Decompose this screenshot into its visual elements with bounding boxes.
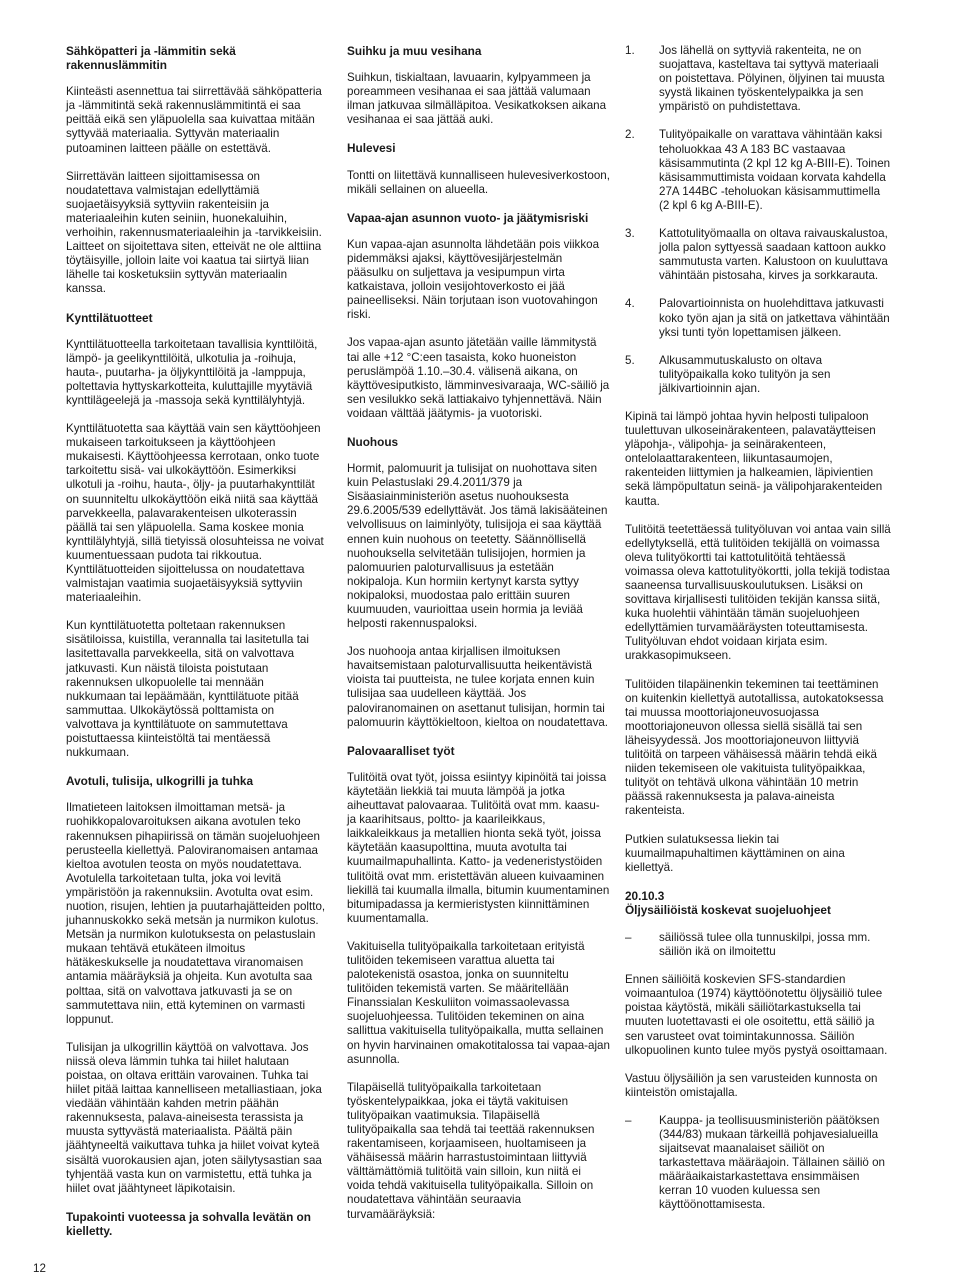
paragraph: Kiinteästi asennettua tai siirrettävää sähköpatteria ja -lämmitintä sekä rakennuslämmitintä ei saa peittää eikä sen yläpuolella saa kuivattaa mitään syttyvää materiaalia. Syttyvän materiaalin putoaminen laitteen päälle on estettävä. [66, 85, 322, 155]
paragraph: Tulisijan ja ulkogrillin käyttöä on valvottava. Jos niissä oleva lämmin tuhka tai hiilet halutaan poistaa, on oltava erittäin varovainen. Tuhka tai hiilet pitää laittaa kannelliseen metalliastiaan, joka viedään vähintään kahden metrin päähän rakennuksesta, palava-aineisesta terassista ja muusta syttyvästä materiaalista. Päältä päin jäähtyneeltä vaikuttava tuhka ja hiilet voivat kyteä sisältä vuorokausien ajan, joten säilytysastian saa tyhjentää vasta kun on varmistettu, että tuhka ja hiilet ovat jäähtyneet läpikotaisin. [66, 1040, 322, 1195]
paragraph: Ilmatieteen laitoksen ilmoittaman metsä- ja ruohikkopalovaroituksen aikana avotulen teko rakennuksen pihapiirissä on tämän suojeluohjeen perusteella kiellettyä. Paloviranomaisen antamaa kieltoa avotulen teosta on myös noudatettava. Avotulella tarkoitetaan tulta, joka voi levitä ympäristöön ja rakennuksiin. Avotulta ovat esim. nuotion, risujen, lehtien ja puutarhajätteiden poltto, juhannuskokko sekä metsän ja nurmikon kulotus. Metsän ja nurmikon kulotuksesta on pelastuslain mukaan tehtävä etukäteen ilmoitus hätäkeskukselle ja noudatettava viranomaisen antamia määräyksiä ja ohjeita. Kun avotulta saa polttaa, sitä on valvottava jatkuvasti ja se on sammutettava niin, että kyteminen on varmasti loppunut. [66, 801, 326, 1026]
dash-marker: – [625, 1113, 632, 1127]
section-heading: Kynttilätuotteet [66, 310, 153, 325]
paragraph: Putkien sulatuksessa liekin tai kuumailmapuhaltimen käyttäminen on aina kiellettyä. [625, 832, 845, 874]
list-item [625, 128, 891, 213]
dash-marker: – [625, 930, 632, 944]
column-right [625, 44, 891, 1227]
paragraph: Tontti on liitettävä kunnalliseen hulevesiverkostoon, mikäli sellainen on alueella. [347, 168, 610, 196]
list-item [625, 354, 891, 396]
list-text: Alkusammutuskalusto on oltava tulityöpaikalla koko tulityön ja sen jälkivartioinnin ajan. [659, 353, 831, 395]
section-heading: Hulevesi [347, 141, 396, 156]
list-text: Kauppa- ja teollisuusministeriön päätöksen (344/83) mukaan tärkeillä pohjavesialueilla sijaitsevat maanalaiset säiliöt on tarkastettava määräajoin. Tällainen säiliö on määräaikaistarkastettava ensimmäisen kerran 10 vuoden kuluessa sen käyttöönottamisesta. [659, 1113, 885, 1212]
list-number: 4. [625, 297, 635, 311]
list-number: 5. [625, 353, 635, 367]
section-heading: Palovaaralliset työt [347, 743, 455, 758]
paragraph: Tilapäisellä tulityöpaikalla tarkoitetaan työskentelypaikkaa, joka ei täytä vakituisen tulityöpaikan vaatimuksia. Tilapäisellä tulityöpaikalla saa tehdä tai teettää rakennuksen rakentamiseen, korjaamiseen, huoltamiseen ja vähäisessä määrin harrastustoimintaan liittyviä välttämättömiä tulitöitä vain silloin, kun niitä ei voida tehdä vakituisella tulityöpaikalla. Silloin on noudatettava vähintään seuraavia turvamääräyksiä: [347, 1080, 595, 1221]
paragraph: Jos nuohooja antaa kirjallisen ilmoituksen havaitsemistaan paloturvallisuutta heikentävistä vioista tai puutteista, ne tulee korjata ennen kuin tulisijaa saa uudelleen käyttää. Jos paloviranomainen on asettanut tulisijan, hormin tai palomuurin käyttökieltoon, kieltoa on noudatettava. [347, 645, 609, 729]
list-item [625, 227, 891, 283]
list-item [625, 297, 891, 339]
paragraph: Siirrettävän laitteen sijoittamisessa on noudatettava valmistajan edellyttämiä suojaetäisyyksiä syttyviin rakenteisiin ja materiaaleihin kuten seiniin, huonekaluihin, verhoihin, rakennusmateriaaleihin ja -tarvikkeisiin. Laitteet on sijoitettava siten, etteivät ne ole alttiina töytäisyille, jolloin laite voi kaatua tai siirtyä liian lähelle tai kosketuksiin syttyvän materiaalin kanssa. [66, 169, 322, 296]
numbered-list [625, 44, 891, 396]
section-heading: Avotuli, tulisija, ulkogrilli ja tuhka [66, 774, 254, 789]
section-heading: Tupakointi vuoteessa ja sohvalla levätän on kielletty. [66, 1209, 311, 1238]
list-text: Kattotulityömaalla on oltava raivauskalustoa, jolla palon syttyessä saadaan kattoon aukko sammutusta varten. Kalustoon on kuuluttava vähintään pistosaha, kirves ja sorkkarauta. [659, 227, 888, 283]
section-number: 20.10.3 [625, 888, 665, 903]
paragraph: Kynttilätuotetta saa käyttää vain sen käyttöohjeen mukaiseen tarkoitukseen ja käyttöohjeen mukaisesti. Käyttöohjeessa kerrotaan, onko tuote tarkoitettu sisä- vai ulkokäyttöön. Esimerkiksi ulkotuli ja -roihu, hauta-, öljy- ja puutarhakynttilät on suunniteltu ulkokäyttöön eikä niitä saa käyttää parvekkeella, palavarakenteisen ulkoterassin päällä tai sen yläpuolella. Sama koskee monia kynttilälyhtyjä, sillä tietyissä olosuhteissa ne voivat kuumentuessaan pudota tai rikkoutua. Kynttilätuotteiden sijoittelussa on noudatettava valmistajan vaatimia suojaetäisyyksiä syttyviin materiaaleihin. [66, 422, 324, 605]
paragraph: Kynttilätuotteella tarkoitetaan tavallisia kynttilöitä, lämpö- ja geelikynttilöitä, ulkotulia ja -roihuja, hauta-, puutarha- ja öljykynttilöitä ja -lamppuja, poltettavia hyttyskarkotteita, kuluttajille myytäviä kynttilägeelejä ja -massoja sekä kynttilälyhtyjä. [66, 337, 318, 407]
paragraph: Suihkun, tiskialtaan, lavuaarin, kylpyammeen ja poreammeen vesihanaa ei saa jättää valumaan ilman jatkuvaa silmälläpitoa. Vesikatkoksen aikana vesihanaa ei saa jättää auki. [347, 71, 607, 127]
list-text: Jos lähellä on syttyviä rakenteita, ne on suojattava, kasteltava tai syttyvä materiaali on poistettava. Pölyinen, öljyinen tai muusta syystä likainen työskentelypaikka ja sen ympäristö on puhdistettava. [659, 44, 885, 114]
paragraph: Tulitöitä teetettäessä tulityöluvan voi antaa vain sillä edellytyksellä, että tulitöiden tekijällä on voimassa oleva tulityökortti tai kattotulitöitä tehtäessä voimassa oleva kattotulityökortti, jolla tekijä todistaa saaneensa turvallisuuskoulutuksen. Lisäksi on sovittava kirjallisesti tulitöiden tekijän kanssa siitä, kuka huolehtii vähintään tämän suojeluohjeen edellyttämien turvamääräysten toteuttamisesta. Tulityöluvan ehdot voidaan kirjata esim. urakkasopimukseen. [625, 522, 891, 663]
page-number: 12 [33, 1262, 46, 1275]
list-item [625, 1114, 891, 1213]
list-number: 3. [625, 227, 635, 241]
list-text: säiliössä tulee olla tunnuskilpi, jossa mm. säiliön ikä on ilmoitettu [659, 930, 871, 959]
paragraph: Kipinä tai lämpö johtaa hyvin helposti tulipaloon tuulettuvan ulkoseinärakenteen, palavatäytteisen yläpohja-, välipohja- ja seinärakenteen, ontelolaattarakenteen, liikuntasaumojen, rakenteiden liittymien ja halkeamien, läpivientien sekä lämpöpultatun seinä- ja välipohjarakenteiden kautta. [625, 409, 883, 508]
column-left [66, 44, 326, 1251]
dash-list [625, 1114, 891, 1213]
list-text: Palovartioinnista on huolehdittava jatkuvasti koko työn ajan ja sitä on jatkettava vähintään yksi tunti työn lopettamisen jälkeen. [659, 297, 890, 339]
section-heading: Vapaa-ajan asunnon vuoto- ja jäätymisriski [347, 210, 589, 225]
paragraph: Kun vapaa-ajan asunnolta lähdetään pois viikkoa pidemmäksi ajaksi, käyttövesijärjestelmän pääsulku on suljettava ja vesipumpun virta katkaistava, jolloin vesijohtoverkosto ei jää paineelliseksi. Näin torjutaan ison vuotovahingon riski. [347, 237, 600, 322]
paragraph: Vakituisella tulityöpaikalla tarkoitetaan erityistä tulitöiden tekemiseen varattua aluetta tai palotekenistä osastoa, jonka on suunniteltu tulitöiden tekemistä varten. Se määritellään Finanssialan Keskuliiton voimassaolevassa suojeluohjeessa. Tulitöiden tekeminen on aina sallittua vakituisella tulityöpaikalla, mutta sellainen on hyvin harvinainen omakotitalossa tai vapaa-ajan asunnolla. [347, 939, 610, 1066]
section-heading: Suihku ja muu vesihana [347, 44, 482, 58]
paragraph: Tulitöiden tilapäinenkin tekeminen tai teettäminen on kuitenkin kiellettyä autotallissa, autokatoksessa tai muussa moottoriajoneuvosuojassa moottoriajoneuvon ollessa siellä sisällä tai sen läheisyydessä. Jos moottoriajoneuvon liittyviä tulitöitä on tarpeen vähäisessä määrin tehdä eikä niiden tekemiseen ole vakituista tulityöpaikkaa, tulityöt on tehtävä ulkona vähintään 10 metrin päässä rakennuksesta ja palava-aineista rakenteista. [625, 677, 884, 818]
list-item [625, 44, 891, 114]
section-title: Öljysäiliöistä koskevat suojeluohjeet [625, 902, 831, 917]
section-heading [625, 889, 891, 917]
column-middle [347, 44, 611, 1236]
list-number: 2. [625, 128, 635, 142]
paragraph: Vastuu öljysäiliön ja sen varusteiden kunnosta on kiinteistön omistajalla. [625, 1071, 878, 1099]
list-number: 1. [625, 44, 635, 57]
section-heading: Nuohous [347, 434, 399, 449]
list-text: Tulityöpaikalle on varattava vähintään kaksi teholuokkaa 43 A 183 BC vastaavaa käsisammutinta (2 kpl 12 kg A-BIII-E). Toinen käsisammuttimista voidaan korvata kahdella 27A 144BC -teholuokan käsisammuttimella (2 kpl 6 kg A-BIII-E). [659, 128, 891, 212]
dash-list [625, 931, 891, 959]
paragraph: Kun kynttilätuotetta poltetaan rakennuksen sisätiloissa, kuistilla, verannalla tai lasitetulla tai lasitettavalla parvekkeella, sitä on valvottava jatkuvasti. Kun näistä tiloista poistutaan rakennuksen ulkopuolelle tai mennään nukkumaan tai lepäämään, kynttilätuote pitää sammuttaa. Ulkokäytössä polttamista on valvottava ja kynttilätuote on sammutettava poistuttaessa kiinteistöltä tai mentäessä nukkumaan. [66, 619, 309, 760]
list-item [625, 931, 891, 959]
paragraph: Hormit, palomuurit ja tulisijat on nuohottava siten kuin Pelastuslaki 29.4.2011/379 ja Sisäasiainministeriön asetus nuohouksesta 29.6.2005/539 edellyttävät. Jos tämä lakisääteinen velvollisuus on laiminlyöty, tulisijoja ei saa käyttää ennen kuin nuohous on teetetty. Säännöllisellä nuohouksella selvitetään tulisijojen, hormien ja palomuurien paloturvallisuus ja estetään nokipaloja. Kun hormiin kertynyt karsta syttyy nokipaloksi, muodostaa palo erittäin suuren kuumuuden, vaurioittaa usein hormia ja leviää helposti rakennuspaloksi. [347, 462, 608, 631]
paragraph: Ennen säiliöitä koskevien SFS-standardien voimaantuloa (1974) käyttöönotettu öljysäiliö tulee poistaa käytöstä, mikäli säiliötarkastuksella tai muuten luotettavasti ei ole osoitettu, että säiliö ja sen varusteet ovat toimintakunnossa. Säiliön ulkopuolinen kunto tulee myös pystyä osoittamaan. [625, 973, 888, 1057]
section-heading: Sähköpatteri ja -lämmitin sekä rakennuslämmitin [66, 44, 236, 73]
paragraph: Tulitöitä ovat työt, joissa esiintyy kipinöitä tai joissa käytetään liekkiä tai muuta lämpöä ja jotka aiheuttavat palovaaraa. Tulitöitä ovat mm. kaasu- ja kaarihitsaus, poltto- ja kaarileikkaus, laikkaleikkaus ja metallien hionta sekä työt, joissa käytetään kaasupolttina, muuta avotulta tai kuumailmapuhallinta. Katto- ja vedeneristystöiden tulitöitä ovat mm. eristettävän alueen kuivaaminen liekillä tai kuumalla ilmalla, bitumin kuumentaminen bitumipadassa ja kermieristysten kiinnittäminen kuumentamalla. [347, 770, 610, 925]
paragraph: Jos vapaa-ajan asunto jätetään vaille lämmitystä tai alle +12 °C:een tasaista, koko huoneiston peruslämpöä 1.10.–30.4. välisenä aikana, on käyttövesiputkisto, lämminvesivaraaja, WC-säiliö ja sen vesilukko sekä lattiakaivo tyhjennettävä. Näin voidaan välttää jäätymis- ja vuotoriski. [347, 336, 610, 420]
